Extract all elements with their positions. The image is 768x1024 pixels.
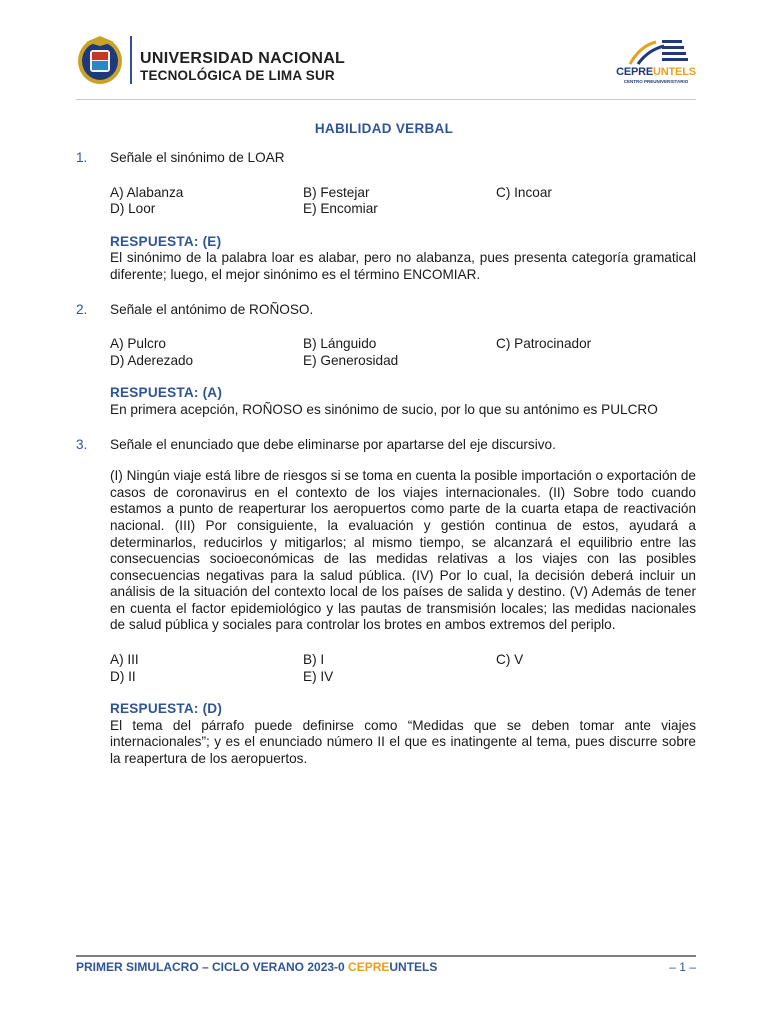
logo-swoosh-icon <box>616 36 696 66</box>
footer-brand-cepre: CEPRE <box>348 960 390 974</box>
question-stem: Señale el enunciado que debe eliminarse por apartarse del eje discursivo. <box>110 436 556 452</box>
question-passage: (I) Ningún viaje está libre de riesgos si se toma en cuenta la posible importación o exportación de casos de coronavirus en el contexto de los viajes internacionales. (II) Sobre todo cuando estamos a punto de reaperturar los aeropuertos como parte de la cuarta etapa de reactivación nacional. (III) Por consiguiente, la evaluación y gestión continua de estos, ayudará a determinarlos, reducirlos y mitigarlos; al mismo tiempo, se alcanzará el equilibrio entre las consecuencias socioeconómicas de las medidas relativas a los viajes con las posibles consecuencias negativas para la salud pública. (IV) Por lo cual, la decisión deberá incluir un análisis de la situación del contexto local de los países de salida y destino. (V) Además de tener en cuenta el factor epidemiológico y las pautas de transmisión locales; las medidas nacionales de salud pública y sociales para controlar los brotes en ambos extremos del periplo. <box>110 468 696 633</box>
option-d: D) Loor <box>110 201 156 217</box>
option-e: E) Generosidad <box>303 352 399 368</box>
logo-wordmark <box>616 66 696 78</box>
page-header <box>76 34 696 90</box>
answer-explanation: En primera acepción, ROÑOSO es sinónimo de sucio, por lo que su antónimo es PULCRO <box>110 401 658 417</box>
question-number: 2. <box>76 301 88 317</box>
answer-explanation: El tema del párrafo puede definirse como “Medidas que se deben tomar ante viajes internacionales”; y es el enunciado número II el que es inatingente al tema, pues discurre sobre la reapertura de los aeropuertos. <box>110 717 696 767</box>
footer-rule <box>76 955 696 957</box>
question-number: 1. <box>76 150 88 165</box>
university-name <box>140 50 345 84</box>
option-c: C) Incoar <box>496 184 552 200</box>
option-e: E) Encomiar <box>303 201 378 217</box>
question-2 <box>76 302 696 419</box>
section-title: HABILIDAD VERBAL <box>314 121 454 136</box>
option-b: B) Lánguido <box>303 336 377 352</box>
options <box>110 652 696 685</box>
answer-explanation: El sinónimo de la palabra loar es alabar, pero no alabanza, pues presenta categoría gramatical diferente; luego, el mejor sinónimo es el término ENCOMIAR. <box>110 250 696 282</box>
question-number: 3. <box>76 436 88 452</box>
footer-brand-untels: UNTELS <box>389 960 438 974</box>
questions <box>76 150 696 768</box>
header-rule <box>76 99 696 100</box>
header-divider <box>130 36 132 84</box>
question-stem: Señale el antónimo de ROÑOSO. <box>110 301 314 317</box>
option-b: B) Festejar <box>303 184 370 200</box>
question-3 <box>76 437 696 768</box>
university-seal-icon <box>76 34 124 86</box>
university-line-1: UNIVERSIDAD NACIONAL <box>140 50 346 67</box>
page-number: – 1 – <box>669 960 696 974</box>
options <box>110 185 696 218</box>
option-c: C) Patrocinador <box>496 336 592 352</box>
question-stem: Señale el sinónimo de LOAR <box>110 150 285 165</box>
option-e: E) IV <box>303 668 334 684</box>
page-footer <box>76 960 696 974</box>
footer-text: PRIMER SIMULACRO – CICLO VERANO 2023-0 <box>76 960 349 974</box>
option-c: C) V <box>496 652 524 668</box>
option-a: A) Alabanza <box>110 184 184 200</box>
logo-untels: UNTELS <box>653 66 696 78</box>
university-line-2: TECNOLÓGICA DE LIMA SUR <box>140 68 335 83</box>
logo-subtitle: CENTRO PREUNIVERSITARIO <box>623 79 689 84</box>
option-a: A) III <box>110 652 139 668</box>
option-b: B) I <box>303 652 325 668</box>
option-a: A) Pulcro <box>110 336 166 352</box>
option-d: D) II <box>110 668 136 684</box>
answer-label: RESPUESTA: (E) <box>110 233 222 249</box>
option-d: D) Aderezado <box>110 352 194 368</box>
answer-label: RESPUESTA: (D) <box>110 701 223 717</box>
logo-cepre: CEPRE <box>616 66 654 78</box>
cepreuntels-logo <box>616 36 696 88</box>
answer-label: RESPUESTA: (A) <box>110 385 223 401</box>
question-1 <box>76 150 696 284</box>
options <box>110 336 696 369</box>
